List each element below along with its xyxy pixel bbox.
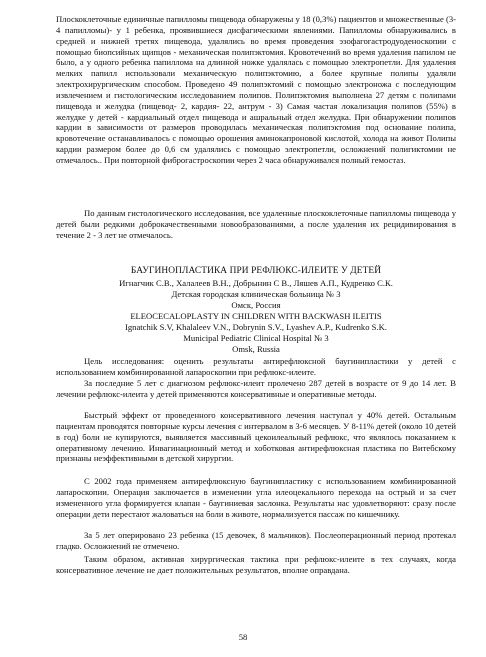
paragraph-aim: Цель исследования: оценить результаты антирефлюксной баугинипластики у детей с использованием комбинированной лапароскопии при рефлюкс-илеите. [56,356,456,377]
paragraph-patients: За последние 5 лет с диагнозом рефлюкс-илеит пролечено 287 детей в возрасте от 9 до 14 лет. В лечении рефлюкс-илеита у детей применяются консервативные и оперативные методы. [56,378,456,399]
authors-ru: Игнагчик С.В., Халалеев В.Н., Добрынин С В., Ляшев А.П., Кудренко С.К. [119,278,393,288]
paragraph-papillomas: Плоскоклеточные единичные папилломы пищевода обнаружены у 18 (0,3%) пациентов и множественные (3-4 папилломы)- у 1 ребенка, проявившиеся дисфагическими явлениями. Папилломы обнаруживались в средней и нижней третях пищевода, удалялись во время проведения эзофагогастродуоденоскопии с помощью биопсийных щипцов - механическая полипэктомия. Кровотечений во время удаления папилом не было, а у одного ребенка папиллома на длинной ножке удалялась с помощью электропетли. Для удаления мелких папилл использовали механическую полипэктомию, а более крупные полипы удаляли электрохирургическим способом. Проведено 49 полипэктомий с помощью электроножа с последующим извлечением и гистологическим исследованием полипов. Полипэктомия выполнена 27 детям с полипами пищевода и желудка (пищевод- 2, кардия- 22, антрум - 3) Самая частая локализация полипов (55%) в желудке у детей - кардиальный отдел пищевода и ашральный отдел желудка. При обнаружении полипов кардии в зависимости от размеров проводилась механическая полипэктомия под основание полипа, кровотечение останавливалось с помощью орошения аминокапроновой кислотой, холода на живот Полипы кардии размером более до 0,6 см удалялись с помощью электропетли, осложнений полигиктомии не отмечалось.. При повторной фиброгастроскопии через 2 часа обнаруживался полный гемостаз. [56,14,456,165]
article-title-ru: БАУГИНОПЛАСТИКА ПРИ РЕФЛЮКС-ИЛЕИТЕ У ДЕТЕЙ [130,266,382,276]
institution-en: Municipal Pediatric Clinical Hospital № 3 [183,333,329,343]
institution-ru: Детская городская клиническая больница № 3 [171,289,341,299]
authors-en: Ignatchik S.V, Khalaleev V.N., Dobrynin S.V., Lyashev A.P., Kudrenko S.K. [125,322,387,332]
city-ru: Омск, Россия [231,300,281,310]
paragraph-histology: По данным гистологического исследования, все удаленные плоскоклеточные папилломы пищевода у детей были редкими доброкачественными новообразованиями, а после удаления их рецидивирования в течение 2 - 3 лет не отмечалось. [56,208,456,240]
paragraph-conservative: Быстрый эффект от проведенного консервативного лечения наступал у 40% детей. Остальным пациентам проводятся повторные курсы лечения с интервалом в 3-6 месяцев. У 8-11% детей (около 10 детей в год) боли не купируются, выявляется массивный цекоилеальный рефлюкс, что являлось показанием к оперативному лечению. Инвагинационный метод и хоботковая антирефлюксная пластика по Витебскому признаны неэффективными в детской хирургии. [56,410,456,464]
page-number: 58 [238,632,248,642]
paragraph-results: За 5 лет оперировано 23 ребенка (15 девочек, 8 мальчиков). Послеоперационный период протекал гладко. Осложнений не отмечено. [56,530,456,551]
paragraph-conclusion: Таким образом, активная хирургическая тактика при рефлюкс-илеите в тех случаях, когда консервативное лечение не дает положительных результатов, вполне оправдана. [56,554,456,575]
article-title-en: ELEOCECALOPLASTY IN CHILDREN WITH BACKWASH ILEITIS [130,311,382,321]
city-en: Omsk, Russia [232,344,280,354]
paragraph-method: С 2002 года применяем антирефлюксную баугинипластику с использованием комбинированной лапароскопии. Операция заключается в изменении угла илеоцекального перехода на острый и за счет измененного угла формируется клапан - баугиниевая заслонка. Результаты нас удовлетворяют: сразу после операции дети перестают жаловаться на боли в животе, нормализуется пассаж по кишечнику. [56,476,456,519]
